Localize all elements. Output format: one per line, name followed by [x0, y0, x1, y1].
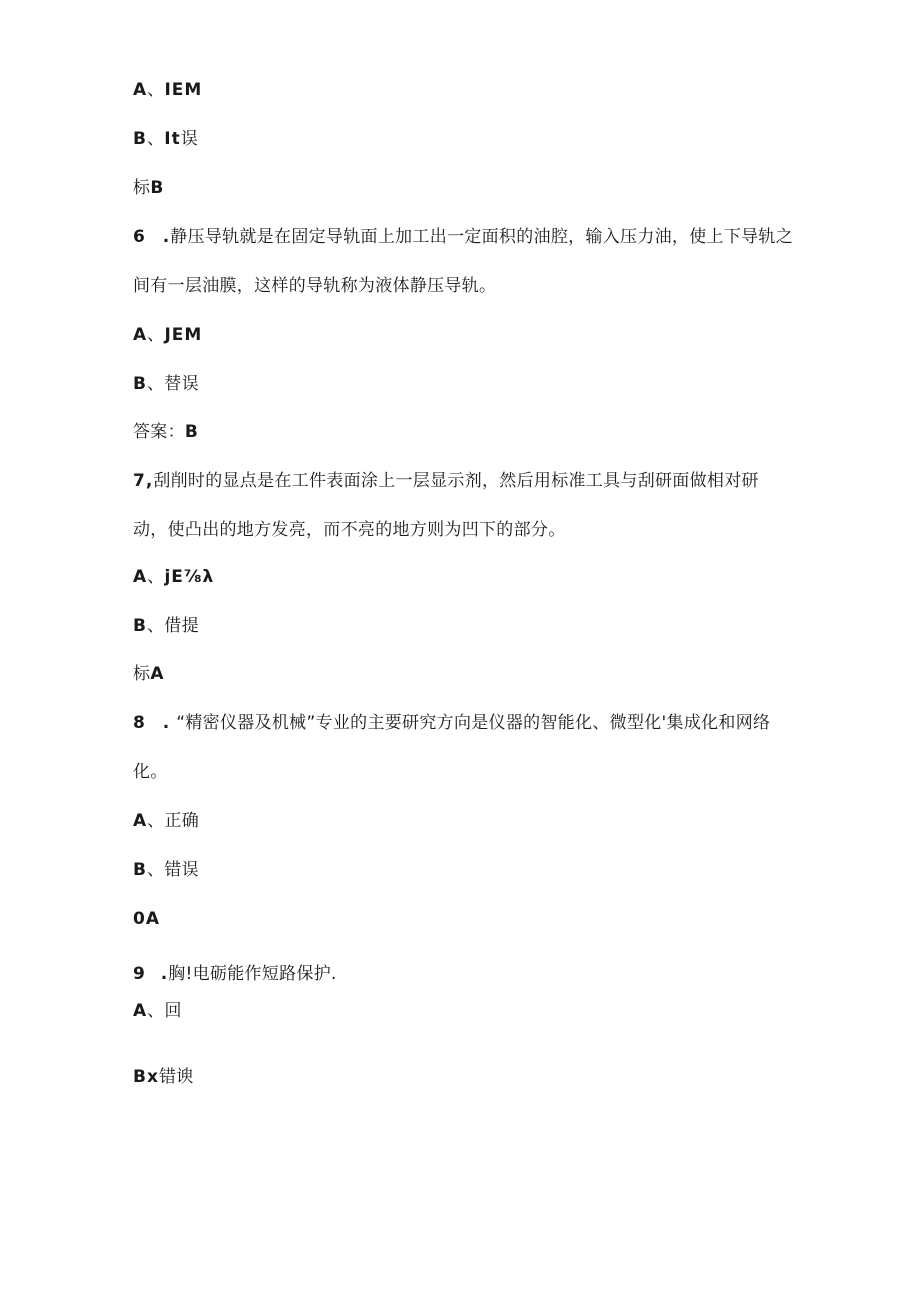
q8-text-line2: 化。 [133, 762, 168, 782]
q9-option-b [133, 1066, 194, 1088]
q8-text-line1 [133, 712, 770, 734]
option-separator: 、 [147, 811, 165, 831]
option-text: 借提 [164, 616, 199, 636]
option-separator: 、 [147, 1001, 165, 1021]
option-text: 正确 [164, 811, 200, 831]
question-number: 6 [133, 227, 146, 247]
option-separator: 、 [146, 374, 165, 394]
answer-value: B [184, 422, 199, 442]
q7-text-line1 [133, 470, 759, 492]
option-text: JEM [164, 325, 203, 345]
option-separator: 、 [147, 80, 165, 100]
question-text: 静压导轨就是在固定导轨面上加工出一定面积的油腔，输入压力油，使上下导轨之 [170, 227, 794, 247]
q7-answer [133, 663, 164, 685]
option-text: jE⅞λ [164, 567, 215, 587]
question-dot: , [145, 471, 154, 491]
option-text-cjk: 误 [180, 129, 199, 149]
option-letter: A [133, 811, 148, 831]
option-separator: 、 [147, 567, 165, 587]
option-text: 错误 [164, 860, 199, 880]
option-letter: A [133, 80, 148, 100]
question-number: 7 [133, 471, 146, 491]
answer-label: 答案： [133, 422, 185, 442]
option-text: 回 [164, 1001, 182, 1021]
option-letter: B [133, 616, 147, 636]
answer-value: 0A [133, 909, 160, 929]
q6-text-line1 [133, 226, 793, 248]
option-letter: B [133, 129, 147, 149]
q8-option-b [133, 859, 199, 881]
q6-answer [133, 421, 199, 443]
question-dot: . [155, 713, 171, 733]
option-letter: A [133, 1001, 148, 1021]
answer-label: 标 [133, 178, 151, 198]
option-text: 错谀 [158, 1067, 194, 1087]
q8-option-a [133, 810, 199, 832]
question-number: 8 [133, 713, 146, 733]
option-letter: B [133, 860, 147, 880]
question-dot: . [153, 964, 169, 984]
q5-option-b [133, 128, 198, 150]
option-text: IEM [164, 80, 203, 100]
q9-text-line1 [133, 963, 337, 985]
q7-option-b [133, 615, 199, 637]
option-separator: 、 [147, 325, 165, 345]
answer-value: A [150, 664, 165, 684]
question-text: “精密仪器及机械”专业的主要研究方向是仪器的智能化、微型化'集成化和网络 [176, 713, 771, 733]
q9-option-a [133, 1000, 182, 1022]
q7-text-line2: 动，使凸出的地方发亮，而不亮的地方则为凹下的部分。 [133, 520, 566, 540]
answer-value: B [150, 178, 165, 198]
question-text: 刮削时的显点是在工件表面涂上一层显示剂，然后用标准工具与刮研面做相对研 [153, 471, 759, 491]
q6-option-a [133, 324, 202, 346]
question-dot: . [155, 227, 171, 247]
option-letter: A [133, 567, 148, 587]
option-letter: Bx [133, 1067, 159, 1087]
q7-option-a [133, 566, 214, 588]
q8-answer [133, 908, 160, 930]
q6-text-line2: 间有一层油膜，这样的导轨称为液体静压导轨。 [133, 276, 497, 296]
q6-option-b [133, 373, 199, 395]
option-separator: 、 [146, 860, 165, 880]
q5-answer [133, 177, 164, 199]
answer-label: 标 [133, 664, 151, 684]
option-letter: B [133, 374, 147, 394]
option-text-latin: It [164, 129, 181, 149]
option-letter: A [133, 325, 148, 345]
option-separator: 、 [146, 616, 165, 636]
q5-option-a [133, 79, 202, 101]
option-text: 替误 [164, 374, 199, 394]
question-number: 9 [133, 964, 146, 984]
question-text: 胸!电砺能作短路保护. [168, 964, 337, 984]
option-separator: 、 [146, 129, 165, 149]
